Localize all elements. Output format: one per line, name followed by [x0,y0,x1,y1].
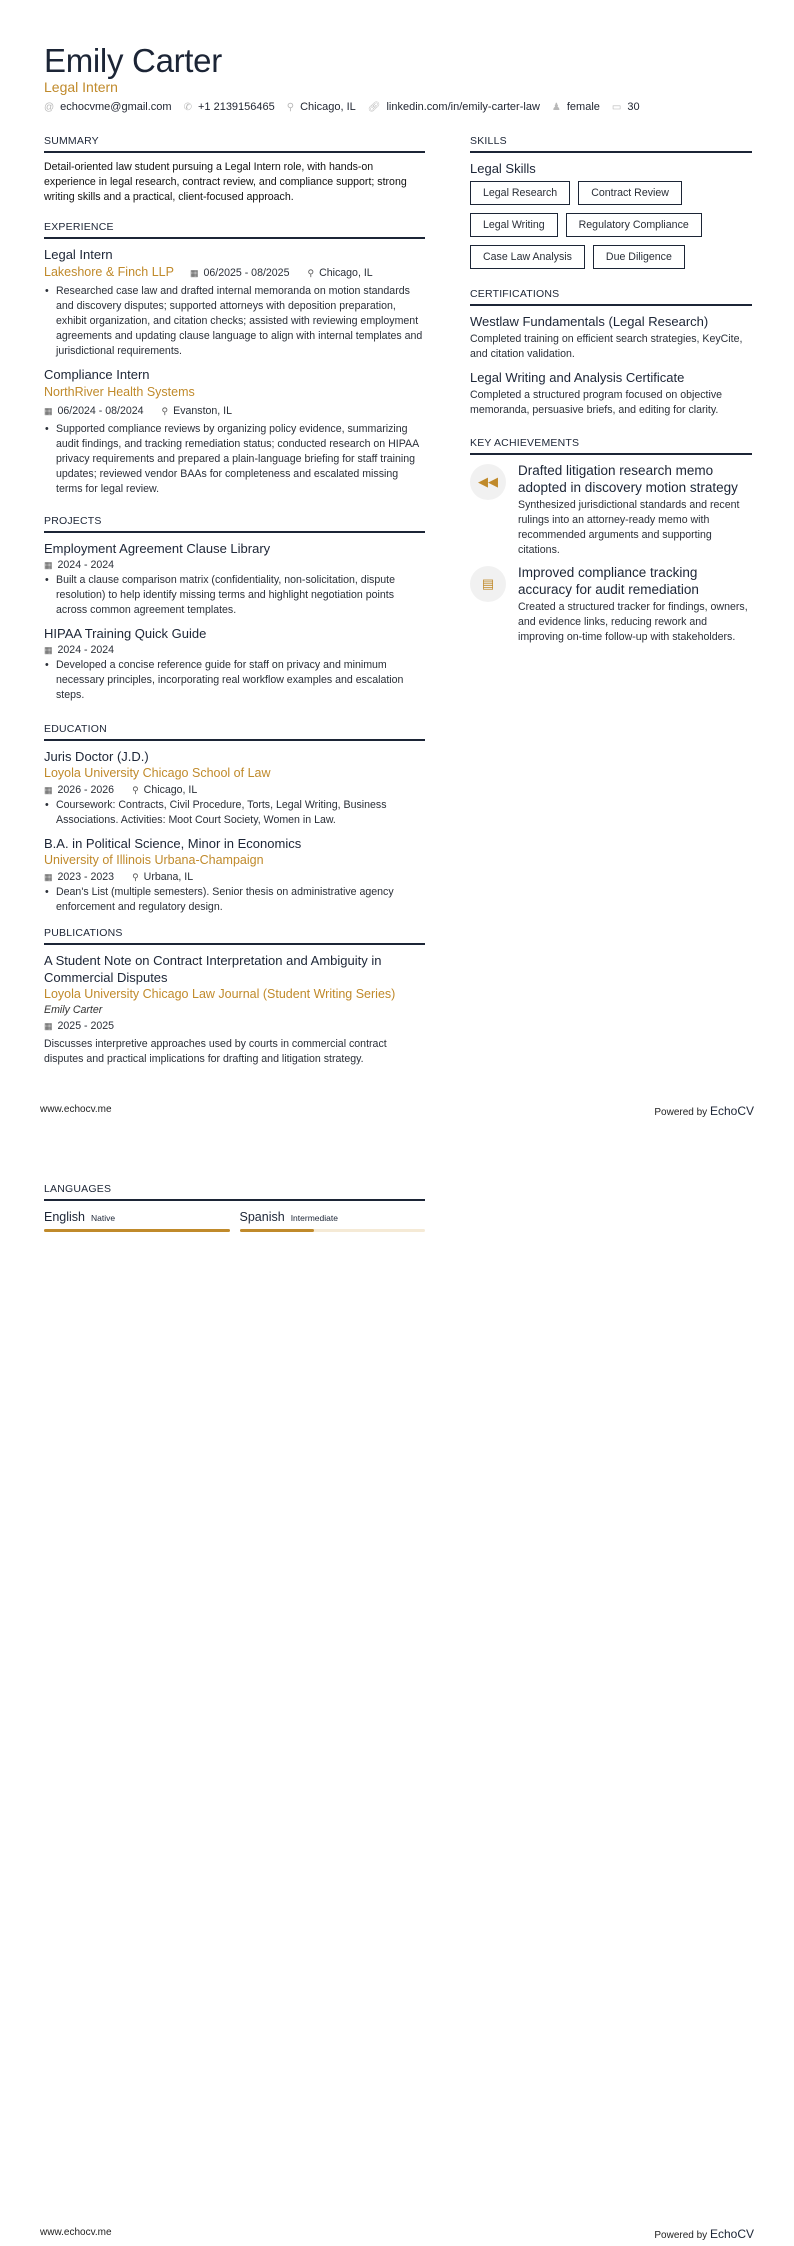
section-heading: SUMMARY [44,135,425,153]
languages-section [44,1183,425,1232]
phone-icon: ✆ [183,101,192,113]
education-section [44,723,425,922]
calendar-icon: ▦ [44,560,53,570]
brand-logo: EchoCV [709,2227,754,2241]
skill-chip: Legal Research [470,181,570,205]
contact-linkedin[interactable]: 🔗︎ linkedin.com/in/emily-carter-law [367,101,540,113]
certification-item [470,313,752,362]
experience-section [44,221,425,504]
link-icon: 🔗︎ [367,101,381,113]
language-level: Intermediate [290,1213,338,1223]
calendar-icon: ▦ [44,406,53,416]
language-name: English [44,1210,85,1224]
project-title: Employment Agreement Clause Library [44,541,271,556]
brand-logo: EchoCV [709,1104,754,1118]
language-name: Spanish [239,1210,285,1224]
achievement-description: Synthesized jurisdictional standards and recent rulings into an attorney-ready memo with recommended arguments and supporting citations. [518,499,740,556]
publications-section: PUBLICATIONS A Student Note on Contract Interpretation and Ambiguity in Commercial Disputes Loyola University Chicago Law Journal (Student Writing Series) Emily Carter ▦ 2025 - 2025 Discusses interpretive approaches used by courts in commercial contract disputes and practical implications for drafting and litigation strategy. [44,927,425,1067]
project-item: Employment Agreement Clause Library ▦ 2024 - 2024 • Built a clause comparison matrix (confidentiality, non-solicitation, dispute resolution) to help identify missing terms and highlight negotiation points across common agreement templates. [44,540,425,618]
achievement-title: Drafted litigation research memo adopted in discovery motion strategy [518,463,738,495]
location-icon: ⚲ [161,406,169,416]
achievement-item [470,462,752,558]
achievement-title: Improved compliance tracking accuracy for audit remediation [518,565,699,597]
achievement-description: Created a structured tracker for findings, owners, and evidence links, reducing rework and improving on-time follow-up with stakeholders. [518,601,748,643]
experience-item: Legal Intern Lakeshore & Finch LLP ▦ 06/2025 - 08/2025 ⚲ Chicago, IL • Researched case law and drafted internal memoranda on motion standards and discovery disputes; supported attorneys with deposition preparation, exhibit organization, and citation checks; assisted with reviewing employment agreements and updating clause language to align with internal templates and jurisdictional requirements. [44,246,425,359]
language-item [44,1208,230,1232]
rewind-icon: ◀◀ [470,464,506,500]
contact-info [44,101,640,113]
contact-location: ⚲ Chicago, IL [286,101,356,113]
location-icon: ⚲ [132,872,139,882]
calendar-icon: ▦ [44,872,53,882]
skill-group: Legal Skills [470,161,536,176]
bullet: • Dean's List (multiple semesters). Senior thesis on administrative agency enforcement and regulatory design. [44,885,425,915]
role: Compliance Intern [44,367,150,382]
section-heading: SKILLS [470,135,752,153]
calendar-icon: ▦ [189,267,199,278]
footer-site[interactable]: www.echocv.me [40,2227,112,2238]
school: Loyola University Chicago School of Law [44,766,271,780]
certification-title: Westlaw Fundamentals (Legal Research) [470,314,709,329]
project-title: HIPAA Training Quick Guide [44,626,207,641]
section-heading: EXPERIENCE [44,221,425,239]
proficiency-fill [44,1229,230,1232]
certification-description: Completed a structured program focused on objective memoranda, persuasive briefs, and editing for clarity. [470,389,723,416]
contact-gender: ♟ female [551,101,600,113]
contact-phone[interactable]: ✆ +1 2139156465 [183,101,275,113]
contact-age: ▭ 30 [611,101,640,113]
publication-title: A Student Note on Contract Interpretation and Ambiguity in Commercial Disputes [44,953,382,985]
location-icon: ⚲ [286,101,295,113]
candidate-title: Legal Intern [44,79,118,95]
achievements-section [470,437,752,651]
project-item: HIPAA Training Quick Guide ▦ 2024 - 2024 • Developed a concise reference guide for staff on privacy and minimum necessary principles, incorporating real workflow examples and escalation steps. [44,625,425,703]
school: University of Illinois Urbana-Champaign [44,853,264,867]
language-item [240,1208,426,1232]
bullet: • Researched case law and drafted internal memoranda on motion standards and discovery disputes; supported attorneys with deposition preparation, exhibit organization, and citation checks; assisted with reviewing employment agreements and updating clause language to align with internal templates and jurisdictional requirements. [44,284,425,359]
skill-chip: Due Diligence [593,245,685,269]
author: Emily Carter [44,1004,103,1016]
contact-email[interactable]: @ echocvme@gmail.com [44,101,172,113]
proficiency-fill [240,1229,314,1232]
footer-powered: Powered by EchoCV [654,1104,754,1118]
summary-text: Detail-oriented law student pursuing a Legal Intern role, with hands-on experience in legal research, contract review, and compliance support; strong writing skills and a practical, client-focused approach. [44,161,407,203]
calendar-icon: ▭ [611,101,622,113]
footer-powered: Powered by EchoCV [654,2227,754,2241]
location-icon: ⚲ [307,267,315,278]
education-item: B.A. in Political Science, Minor in Economics University of Illinois Urbana-Champaign ▦ 2023 - 2023 ⚲ Urbana, IL • Dean's List (multiple semesters). Senior thesis on administrative agency enforcement and regulatory design. [44,835,425,915]
company: Lakeshore & Finch LLP [44,265,174,279]
section-heading: CERTIFICATIONS [470,288,752,306]
publisher: Loyola University Chicago Law Journal (Student Writing Series) [44,987,396,1001]
calendar-icon: ▦ [44,645,53,655]
location-icon: ⚲ [132,785,139,795]
resume-page-2 [0,1123,794,2246]
certifications-section [470,288,752,425]
proficiency-bar [44,1229,230,1232]
calendar-icon: ▦ [44,1021,53,1031]
person-icon: ♟ [551,101,561,113]
certification-title: Legal Writing and Analysis Certificate [470,370,685,385]
skills-section [470,135,752,269]
footer-site[interactable]: www.echocv.me [40,1104,112,1115]
skill-chip: Contract Review [578,181,682,205]
at-icon: @ [44,101,55,113]
publication-description: Discusses interpretive approaches used by courts in commercial contract disputes and practical implications for drafting and litigation strategy. [44,1038,387,1065]
skill-chip: Legal Writing [470,213,558,237]
bullet: • Built a clause comparison matrix (confidentiality, non-solicitation, dispute resolution) to help identify missing terms and highlight negotiation points across common agreement templates. [44,573,425,618]
proficiency-bar [240,1229,426,1232]
section-heading: PROJECTS [44,515,425,533]
skill-chip: Regulatory Compliance [566,213,702,237]
bullet: • Supported compliance reviews by organizing policy evidence, summarizing audit findings, and tracking remediation status; conducted research on HIPAA privacy requirements and prepared a plain-language briefing for staff training updates; reviewed vendor BAAs for completeness and escalated missing terms for legal review. [44,422,425,497]
section-heading: EDUCATION [44,723,425,741]
degree: Juris Doctor (J.D.) [44,749,149,764]
bullet: • Coursework: Contracts, Civil Procedure, Torts, Legal Writing, Business Associations. Activities: Moot Court Society, Women in Law. [44,798,425,828]
company: NorthRiver Health Systems [44,385,195,399]
summary-section [44,135,425,205]
education-item: Juris Doctor (J.D.) Loyola University Chicago School of Law ▦ 2026 - 2026 ⚲ Chicago, IL • Coursework: Contracts, Civil Procedure, Torts, Legal Writing, Business Associations. Activities: Moot Court Society, Women in Law. [44,748,425,828]
bullet: • Developed a concise reference guide for staff on privacy and minimum necessary principles, incorporating real workflow examples and escalation steps. [44,658,425,703]
skill-chip: Case Law Analysis [470,245,585,269]
certification-description: Completed training on efficient search strategies, KeyCite, and citation validation. [470,333,743,360]
language-level: Native [91,1213,116,1223]
certification-item [470,369,752,418]
skill-chips [470,181,752,269]
section-heading: LANGUAGES [44,1183,425,1201]
candidate-name: Emily Carter [44,42,222,79]
degree: B.A. in Political Science, Minor in Economics [44,836,302,851]
achievement-item [470,564,752,645]
calendar-icon: ▦ [44,785,53,795]
section-heading: PUBLICATIONS [44,927,425,945]
role: Legal Intern [44,247,113,262]
store-icon: ▤ [470,566,506,602]
section-heading: KEY ACHIEVEMENTS [470,437,752,455]
experience-item: Compliance Intern NorthRiver Health Systems ▦ 06/2024 - 08/2024 ⚲ Evanston, IL • Supported compliance reviews by organizing policy evidence, summarizing audit findings, and tracking remediation status; conducted research on HIPAA privacy requirements and prepared a plain-language briefing for staff training updates; reviewed vendor BAAs for completeness and escalated missing terms for legal review. [44,366,425,497]
projects-section [44,515,425,710]
